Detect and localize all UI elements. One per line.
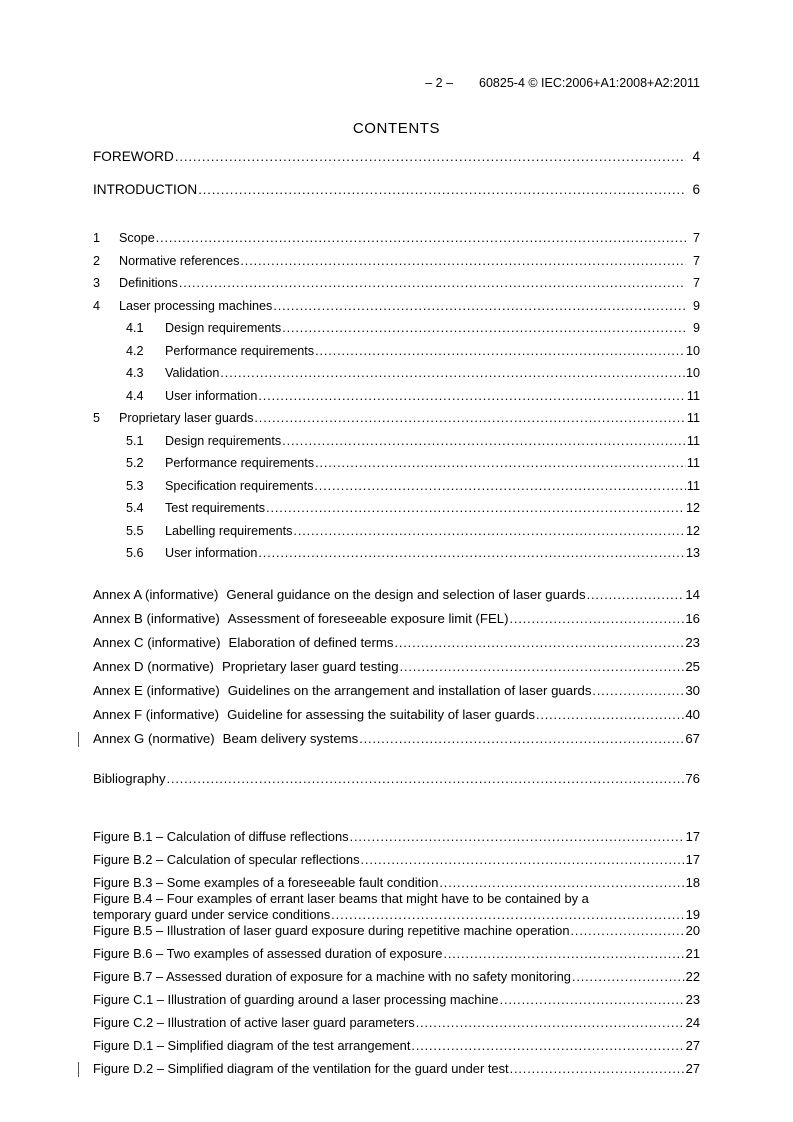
- toc-entry-label: Figure B.2 – Calculation of specular reflections: [93, 852, 360, 867]
- toc-entry-label: Guidelines on the arrangement and installation of laser guards: [227, 683, 592, 698]
- toc-entry-page: 9: [692, 321, 700, 335]
- dot-leader: [282, 321, 686, 336]
- toc-entry-page: 21: [685, 946, 700, 961]
- toc-entry-label: User information: [165, 546, 258, 560]
- toc-entry-clause-5.5[interactable]: [93, 524, 700, 539]
- toc-entry-figure-4[interactable]: [93, 923, 700, 939]
- toc-entry-number: 4.4: [126, 388, 144, 403]
- toc-entry-number: Annex D (normative): [93, 659, 214, 674]
- toc-entry-number: 2: [93, 253, 101, 268]
- toc-entry-annex-g[interactable]: [93, 731, 700, 747]
- toc-entry-figure-1[interactable]: [93, 852, 700, 868]
- toc-entry-label: Figure C.2 – Illustration of active laser guard parameters: [93, 1015, 415, 1030]
- toc-entry-label: Figure C.1 – Illustration of guarding around a laser processing machine: [93, 992, 499, 1007]
- toc-entry-label: Bibliography: [93, 771, 166, 786]
- toc-entry-label: Design requirements: [165, 321, 282, 335]
- dot-leader: [331, 907, 684, 923]
- toc-entry-page: 40: [685, 707, 700, 722]
- toc-entry-page: 18: [685, 875, 700, 890]
- toc-entry-figure-7[interactable]: [93, 992, 700, 1008]
- toc-entry-figure-0[interactable]: [93, 829, 700, 845]
- toc-entry-label: Performance requirements: [165, 456, 315, 470]
- toc-bibliography-section: [93, 771, 700, 787]
- dot-leader: [293, 524, 685, 539]
- dot-leader: [394, 635, 684, 651]
- toc-entry-number: 4.1: [126, 321, 144, 335]
- toc-entry-clause-5.1[interactable]: [93, 434, 700, 449]
- toc-entry-number: Annex B (informative): [93, 611, 220, 626]
- dot-leader: [315, 456, 686, 471]
- toc-entry-label: General guidance on the design and selection of laser guards: [226, 587, 586, 602]
- dot-leader: [240, 254, 686, 269]
- toc-entry-page: 23: [685, 635, 700, 650]
- toc-entry-page: 9: [692, 298, 700, 313]
- toc-entry-label-continued: [93, 907, 700, 923]
- toc-entry-page: 22: [685, 969, 700, 984]
- toc-entry-page: 7: [692, 231, 700, 245]
- toc-frontmatter-section: [93, 148, 700, 198]
- dot-leader: [198, 181, 686, 198]
- toc-entry-label: Figure B.4 – Four examples of errant laser beams that might have to be contained by a: [93, 891, 589, 906]
- toc-entry-page: 7: [692, 276, 700, 290]
- toc-entry-annex-d[interactable]: [93, 659, 700, 675]
- dot-leader: [359, 731, 684, 747]
- toc-entry-page: 16: [685, 611, 700, 626]
- table-of-contents: [93, 148, 700, 1077]
- toc-annexes-section: [93, 587, 700, 747]
- toc-entry-clause-5.2[interactable]: [93, 456, 700, 471]
- toc-entry-label: Scope: [119, 231, 155, 245]
- toc-entry-clause-3[interactable]: [93, 276, 700, 291]
- toc-entry-number: 4.2: [126, 343, 144, 358]
- toc-entry-number: 4.3: [126, 366, 144, 380]
- toc-entry-page: 6: [692, 182, 700, 197]
- toc-entry-page: 11: [686, 478, 700, 493]
- toc-entry-label: Performance requirements: [165, 343, 315, 358]
- dot-leader: [254, 411, 686, 426]
- toc-entry-page: 67: [685, 731, 700, 746]
- toc-entry-label: Definitions: [119, 276, 178, 290]
- toc-entry-clause-5.6[interactable]: [93, 546, 700, 561]
- change-bar-marker: [78, 732, 79, 747]
- dot-leader: [258, 389, 686, 404]
- toc-entry-label: Guideline for assessing the suitability of laser guards: [227, 707, 535, 722]
- change-bar-marker: [78, 1062, 79, 1077]
- toc-entry-number: 5.4: [126, 501, 144, 515]
- dot-leader: [220, 366, 685, 381]
- toc-entry-page: 25: [685, 659, 700, 674]
- toc-figures-section: [93, 829, 700, 1077]
- toc-entry-figure-3[interactable]: [93, 891, 700, 923]
- toc-entry-number: Annex C (informative): [93, 635, 221, 650]
- toc-entry-page: 11: [686, 433, 700, 448]
- toc-entry-number: 5.3: [126, 478, 144, 493]
- dot-leader: [510, 1061, 685, 1077]
- toc-entry-label: Figure D.2 – Simplified diagram of the ventilation for the guard under test: [93, 1061, 509, 1076]
- toc-entry-figure-2[interactable]: [93, 875, 700, 891]
- toc-entry-figure-5[interactable]: [93, 946, 700, 962]
- document-reference: 60825-4 © IEC:2006+A1:2008+A2:2011: [479, 76, 700, 90]
- toc-entry-label: Specification requirements: [165, 478, 314, 493]
- toc-entry-number: 5.5: [126, 523, 144, 538]
- toc-entry-page: 7: [692, 253, 700, 268]
- toc-entry-label: Beam delivery systems: [222, 731, 359, 746]
- dot-leader: [416, 1015, 685, 1031]
- dot-leader: [592, 683, 684, 699]
- toc-entry-page: 11: [686, 456, 700, 470]
- toc-entry-figure-8[interactable]: [93, 1015, 700, 1031]
- toc-entry-page: 12: [685, 501, 700, 515]
- toc-entry-page: 20: [685, 923, 700, 938]
- toc-entry-clause-5.3[interactable]: [93, 479, 700, 494]
- toc-entry-page: 11: [686, 411, 700, 425]
- toc-entry-label: Test requirements: [165, 501, 266, 515]
- toc-entry-bibliography[interactable]: [93, 771, 700, 787]
- dot-leader: [439, 875, 684, 891]
- toc-entry-clause-4[interactable]: [93, 299, 700, 314]
- toc-entry-label: Validation: [165, 366, 220, 380]
- toc-entry-clause-4.2[interactable]: [93, 344, 700, 359]
- dot-leader: [258, 546, 685, 561]
- toc-entry-page: 17: [685, 852, 700, 867]
- toc-entry-figure-9[interactable]: [93, 1038, 700, 1054]
- dot-leader: [314, 479, 686, 494]
- toc-entry-clause-2[interactable]: [93, 254, 700, 269]
- toc-entry-number: Annex A (informative): [93, 587, 219, 602]
- toc-entry-clause-4.1[interactable]: [93, 321, 700, 336]
- toc-entry-clause-4.3[interactable]: [93, 366, 700, 381]
- toc-entry-label: Figure B.5 – Illustration of laser guard exposure during repetitive machine operation: [93, 923, 570, 938]
- toc-entry-number: 5.1: [126, 433, 144, 448]
- toc-entry-clause-4.4[interactable]: [93, 389, 700, 404]
- toc-entry-label: Normative references: [119, 253, 240, 268]
- dot-leader: [361, 852, 685, 868]
- toc-entry-page: 23: [685, 992, 700, 1007]
- dot-leader: [500, 992, 685, 1008]
- toc-entry-page: 14: [685, 587, 700, 602]
- toc-entry-page: 12: [685, 523, 700, 538]
- toc-entry-page: 10: [685, 366, 700, 380]
- dot-leader: [175, 148, 686, 165]
- toc-entry-number: 1: [93, 231, 101, 245]
- toc-entry-label: Figure B.1 – Calculation of diffuse reflections: [93, 829, 349, 844]
- dot-leader: [315, 344, 685, 359]
- dot-leader: [350, 829, 685, 845]
- toc-entry-foreword[interactable]: [93, 148, 700, 165]
- page-title: CONTENTS: [352, 120, 441, 137]
- toc-entry-number: Annex G (normative): [93, 731, 215, 746]
- dot-leader: [571, 923, 685, 939]
- dot-leader: [411, 1038, 684, 1054]
- toc-entry-page: 19: [685, 907, 700, 922]
- toc-entry-label: Figure D.1 – Simplified diagram of the test arrangement: [93, 1038, 411, 1053]
- toc-entry-page: 11: [686, 388, 700, 403]
- dot-leader: [536, 707, 684, 723]
- toc-entry-introduction[interactable]: [93, 181, 700, 198]
- toc-entry-label: Figure B.6 – Two examples of assessed duration of exposure: [93, 946, 443, 961]
- toc-entry-number: 5.2: [126, 456, 144, 470]
- toc-entry-page: 24: [685, 1015, 700, 1030]
- dot-leader: [266, 501, 685, 516]
- toc-entry-annex-a[interactable]: [93, 587, 700, 603]
- toc-entry-page: 13: [685, 546, 700, 560]
- toc-entry-label: Design requirements: [165, 433, 282, 448]
- toc-entry-annex-f[interactable]: [93, 707, 700, 723]
- toc-entry-label: Laser processing machines: [119, 298, 273, 313]
- dot-leader: [179, 276, 686, 291]
- dot-leader: [572, 969, 685, 985]
- toc-entry-label: Figure B.7 – Assessed duration of exposure for a machine with no safety monitoring: [93, 969, 571, 984]
- toc-entry-figure-10[interactable]: [93, 1061, 700, 1077]
- toc-entry-label: Labelling requirements: [165, 523, 293, 538]
- toc-clauses-section: [93, 231, 700, 561]
- toc-entry-label: Figure B.3 – Some examples of a foreseeable fault condition: [93, 875, 439, 890]
- toc-entry-label-line2: temporary guard under service conditions: [93, 907, 331, 922]
- dot-leader: [167, 771, 685, 787]
- toc-entry-page: 27: [685, 1061, 700, 1076]
- toc-entry-figure-6[interactable]: [93, 969, 700, 985]
- toc-entry-annex-c[interactable]: [93, 635, 700, 651]
- toc-entry-number: Annex F (informative): [93, 707, 220, 722]
- toc-entry-annex-e[interactable]: [93, 683, 700, 699]
- toc-entry-label: Assessment of foreseeable exposure limit (FEL): [227, 611, 509, 626]
- toc-entry-page: 30: [685, 683, 700, 698]
- toc-entry-clause-5[interactable]: [93, 411, 700, 426]
- dot-leader: [587, 587, 685, 603]
- toc-entry-label: Elaboration of defined terms: [228, 635, 394, 650]
- dot-leader: [156, 231, 686, 246]
- toc-entry-page: 27: [685, 1038, 700, 1053]
- dot-leader: [273, 299, 686, 314]
- toc-entry-number: 5.6: [126, 546, 144, 560]
- dot-leader: [400, 659, 685, 675]
- toc-entry-page: 10: [685, 343, 700, 358]
- toc-entry-annex-b[interactable]: [93, 611, 700, 627]
- dot-leader: [443, 946, 684, 962]
- toc-entry-label: INTRODUCTION: [93, 182, 198, 197]
- dot-leader: [282, 434, 686, 449]
- toc-entry-page: 76: [685, 771, 700, 786]
- toc-entry-number: 3: [93, 276, 101, 290]
- toc-entry-clause-1[interactable]: [93, 231, 700, 246]
- toc-entry-label: User information: [165, 388, 258, 403]
- page-folio: – 2 –: [425, 76, 454, 90]
- toc-entry-clause-5.4[interactable]: [93, 501, 700, 516]
- toc-entry-page: 17: [685, 829, 700, 844]
- toc-entry-page: 4: [692, 149, 700, 164]
- toc-entry-number: 4: [93, 298, 101, 313]
- toc-entry-number: Annex E (informative): [93, 683, 220, 698]
- toc-entry-label: Proprietary laser guard testing: [221, 659, 399, 674]
- toc-entry-number: 5: [93, 411, 101, 425]
- toc-entry-label: Proprietary laser guards: [119, 411, 254, 425]
- running-header: [93, 75, 700, 91]
- dot-leader: [510, 611, 685, 627]
- toc-entry-label: FOREWORD: [93, 149, 174, 164]
